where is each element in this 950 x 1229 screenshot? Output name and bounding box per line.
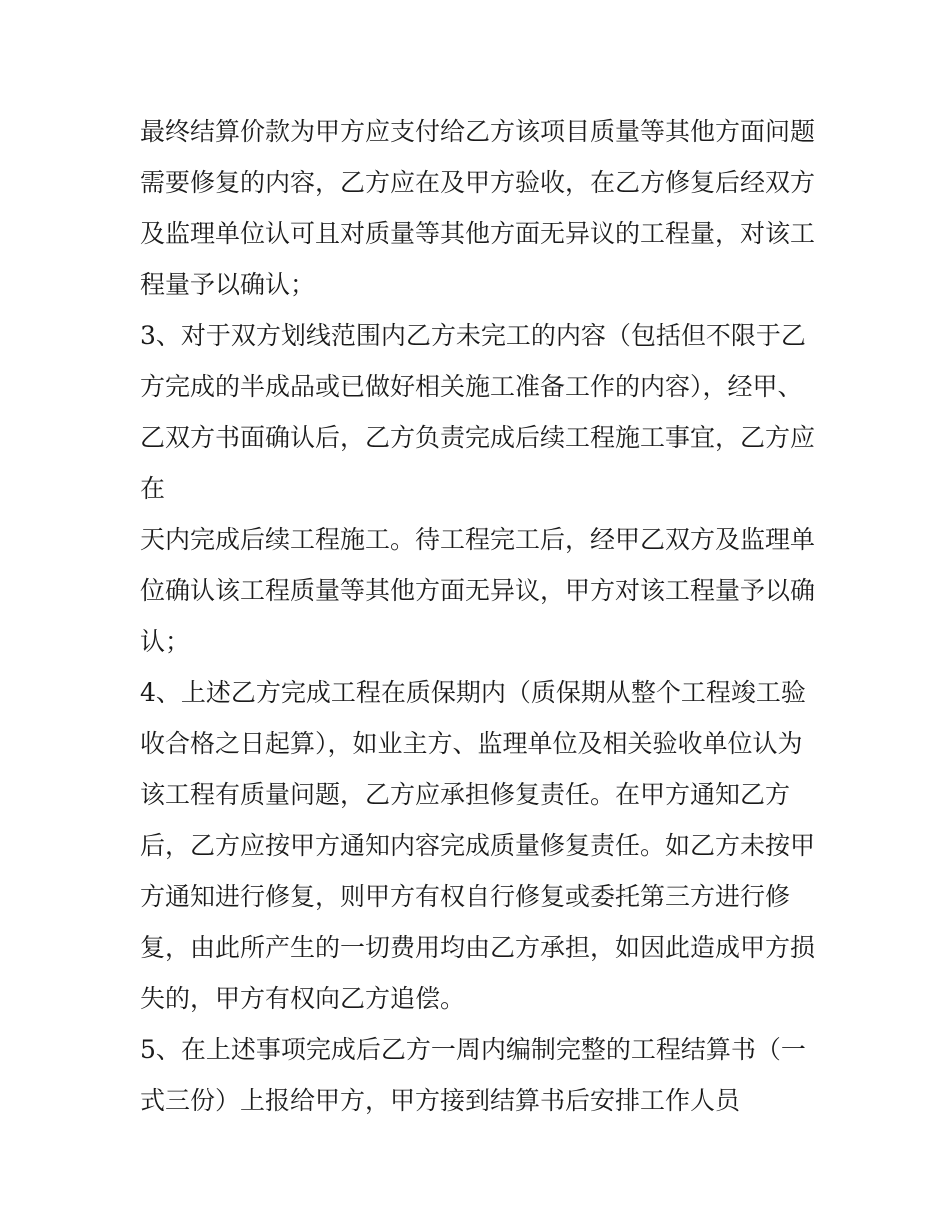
text-line: 复，由此所产生的一切费用均由乙方承担，如因此造成甲方损 [140, 933, 816, 962]
text-line: 位确认该工程质量等其他方面无异议，甲方对该工程量予以确 [140, 576, 816, 605]
text-line: 失的，甲方有权向乙方追偿。 [140, 984, 466, 1013]
text-line: 需要修复的内容，乙方应在及甲方验收，在乙方修复后经双方 [140, 168, 816, 197]
clause-5-line: 5、在上述事项完成后乙方一周内编制完整的工程结算书（一 [140, 1035, 806, 1064]
text-line: 后，乙方应按甲方通知内容完成质量修复责任。如乙方未按甲 [140, 831, 816, 860]
clause-3-line: 3、对于双方划线范围内乙方未完工的内容（包括但不限于乙 [140, 321, 806, 350]
text-line: 收合格之日起算），如业主方、监理单位及相关验收单位认为 [140, 729, 803, 758]
contract-text-body [140, 106, 820, 1126]
text-line: 认； [140, 627, 191, 656]
text-line: 式三份）上报给甲方，甲方接到结算书后安排工作人员 [140, 1086, 741, 1115]
text-line: 方通知进行修复，则甲方有权自行修复或委托第三方进行修 [140, 882, 791, 911]
text-line: 方完成的半成品或已做好相关施工准备工作的内容），经甲、 [140, 372, 803, 401]
text-line: 最终结算价款为甲方应支付给乙方该项目质量等其他方面问题 [140, 117, 816, 146]
text-line: 乙双方书面确认后，乙方负责完成后续工程施工事宜，乙方应 [140, 423, 816, 452]
text-line: 在 [140, 474, 166, 503]
text-line: 天内完成后续工程施工。待工程完工后，经甲乙双方及监理单 [140, 525, 816, 554]
text-line: 该工程有质量问题，乙方应承担修复责任。在甲方通知乙方 [140, 780, 791, 809]
clause-4-line: 4、上述乙方完成工程在质保期内（质保期从整个工程竣工验 [140, 678, 806, 707]
text-line: 程量予以确认； [140, 270, 316, 299]
text-line: 及监理单位认可且对质量等其他方面无异议的工程量，对该工 [140, 219, 816, 248]
